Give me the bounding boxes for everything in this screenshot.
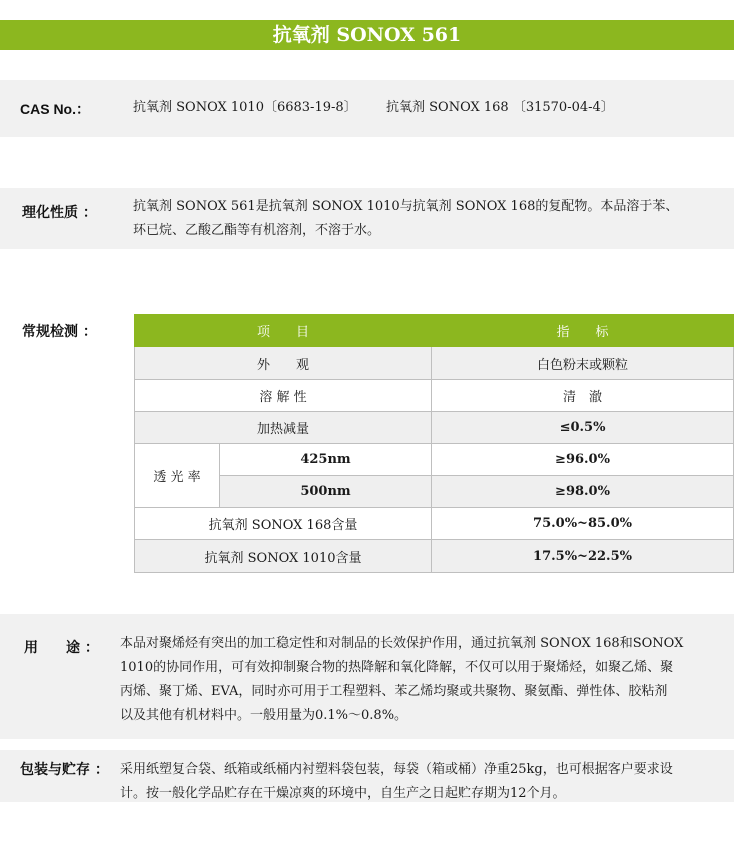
spec-value: ≥96.0% bbox=[432, 444, 734, 476]
spec-header-item: 项 目 bbox=[135, 315, 432, 347]
table-row bbox=[135, 508, 734, 540]
spec-header-row bbox=[135, 315, 734, 347]
spec-item: 外 观 bbox=[135, 347, 432, 380]
cas-section bbox=[0, 80, 734, 137]
spec-value: 白色粉末或颗粒 bbox=[432, 347, 734, 380]
page-title: 抗氧剂 SONOX 561 bbox=[0, 20, 734, 50]
usage-line-1: 本品对聚烯烃有突出的加工稳定性和对制品的长效保护作用，通过抗氧剂 SONOX 168和SONOX bbox=[120, 636, 684, 651]
usage-line-4: 以及其他有机材料中。一般用量为0.1%～0.8%。 bbox=[120, 708, 408, 723]
table-row bbox=[135, 476, 734, 508]
spec-table bbox=[134, 314, 734, 573]
table-row bbox=[135, 540, 734, 573]
spec-item: 加热减量 bbox=[135, 412, 432, 444]
packaging-label: 包装与贮存 ： bbox=[20, 762, 109, 778]
spec-value: 清 澈 bbox=[432, 380, 734, 412]
spec-value: 17.5%~22.5% bbox=[432, 540, 734, 573]
table-row bbox=[135, 444, 734, 476]
spec-item: 抗氧剂 SONOX 1010含量 bbox=[135, 540, 432, 573]
spec-value: ≥98.0% bbox=[432, 476, 734, 508]
cas-item-168: 抗氧剂 SONOX 168 〔31570-04-4〕 bbox=[386, 100, 614, 115]
spec-header-spec: 指 标 bbox=[432, 315, 734, 347]
cas-label: CAS No.： bbox=[20, 101, 90, 117]
cas-item-1010: 抗氧剂 SONOX 1010〔6683-19-8〕 bbox=[133, 100, 357, 115]
testing-label: 常规检测 ： bbox=[22, 324, 97, 340]
table-row bbox=[135, 347, 734, 380]
usage-line-2: 1010的协同作用，可有效抑制聚合物的热降解和氧化降解，不仅可以用于聚烯烃，如聚乙烯、聚 bbox=[120, 660, 674, 675]
table-row bbox=[135, 380, 734, 412]
spec-item: 500nm bbox=[220, 476, 432, 508]
spec-value: ≤0.5% bbox=[432, 412, 734, 444]
spec-value: 75.0%~85.0% bbox=[432, 508, 734, 540]
packaging-line-1: 采用纸塑复合袋、纸箱或纸桶内衬塑料袋包装，每袋（箱或桶）净重25kg，也可根据客户要求设 bbox=[120, 762, 673, 777]
properties-line-2: 环已烷、乙酸乙酯等有机溶剂，不溶于水。 bbox=[133, 223, 381, 238]
spec-item: 425nm bbox=[220, 444, 432, 476]
spec-group-transmittance: 透 光 率 bbox=[135, 444, 220, 508]
table-row bbox=[135, 412, 734, 444]
spec-item: 抗氧剂 SONOX 168含量 bbox=[135, 508, 432, 540]
packaging-line-2: 计。按一般化学品贮存在干燥凉爽的环境中，自生产之日起贮存期为12个月。 bbox=[120, 786, 566, 801]
usage-label: 用 途 ： bbox=[24, 640, 99, 656]
properties-line-1: 抗氧剂 SONOX 561是抗氧剂 SONOX 1010与抗氧剂 SONOX 168的复配物。本品溶于苯、 bbox=[133, 199, 679, 214]
usage-line-3: 丙烯、聚丁烯、EVA，同时亦可用于工程塑料、苯乙烯均聚或共聚物、聚氨酯、弹性体、胶粘剂 bbox=[120, 684, 668, 699]
properties-label: 理化性质 ： bbox=[22, 205, 97, 221]
spec-item: 溶 解 性 bbox=[135, 380, 432, 412]
